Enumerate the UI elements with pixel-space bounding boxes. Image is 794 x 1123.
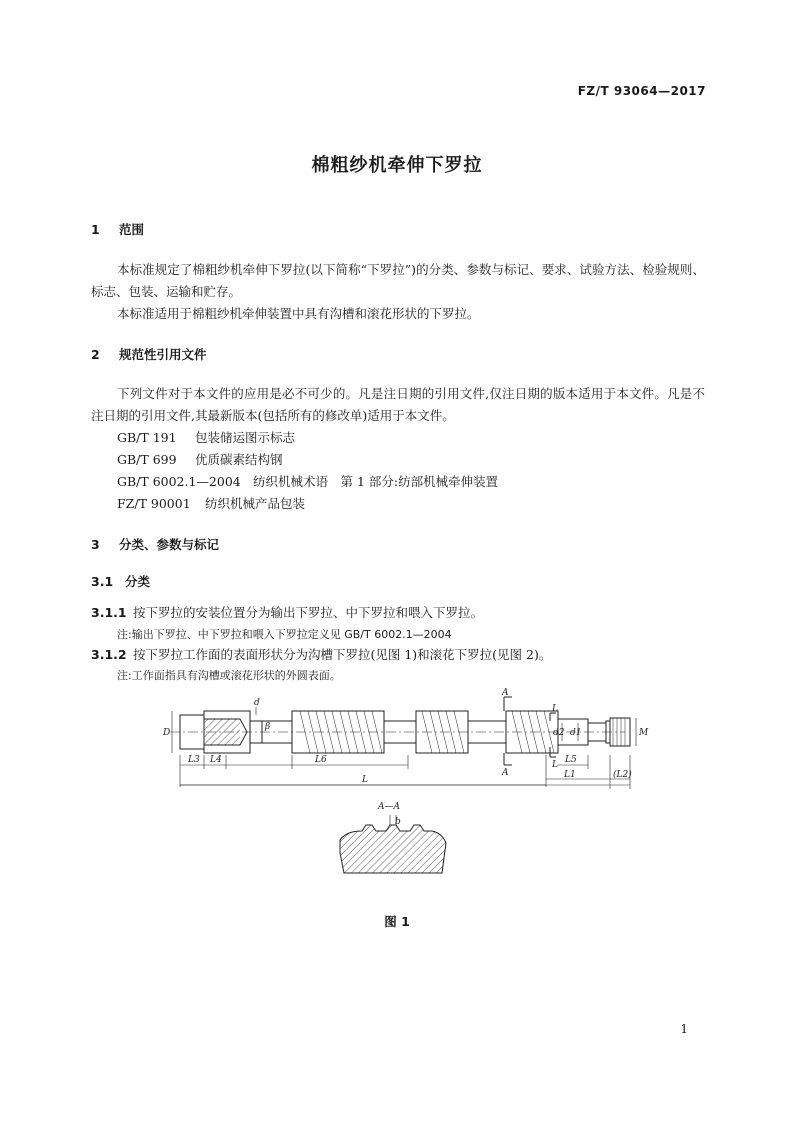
clause-3-1-1 xyxy=(91,603,483,621)
roller-drawing xyxy=(150,685,650,880)
label-L-bottom: L xyxy=(552,760,558,770)
section-number: 3 xyxy=(91,537,100,552)
clause-number: 3.1.2 xyxy=(91,647,127,662)
label-M: M xyxy=(639,728,649,738)
reference-item: GB/T 699 优质碳素结构钢 xyxy=(117,452,283,467)
label-A-top: A xyxy=(502,688,509,698)
label-L1: L1 xyxy=(564,770,576,780)
reference-item: GB/T 6002.1—2004 纺织机械术语 第 1 部分:纺部机械牵伸装置 xyxy=(117,474,499,489)
label-L2: (L2) xyxy=(613,770,632,780)
section-1-body xyxy=(91,259,705,325)
reference-list xyxy=(117,427,498,515)
section-title: 范围 xyxy=(119,222,145,237)
subsection-number: 3.1 xyxy=(91,574,114,589)
label-d2: d2 xyxy=(553,728,565,738)
label-d1: d1 xyxy=(570,728,582,738)
label-L3: L3 xyxy=(188,755,200,765)
paragraph: 本标准规定了棉粗纱机牵伸下罗拉(以下简称“下罗拉”)的分类、参数与标记、要求、试验方法、检验规则、标志、包装、运输和贮存。 xyxy=(91,262,705,299)
paragraph: 下列文件对于本文件的应用是必不可少的。凡是注日期的引用文件,仅注日期的版本适用于本文件。凡是不注日期的引用文件,其最新版本(包括所有的修改单)适用于本文件。 xyxy=(91,386,705,423)
section-2-heading xyxy=(91,345,207,363)
label-d: d xyxy=(254,698,260,708)
label-beta: β xyxy=(265,722,271,732)
standard-number: FZ/T 93064—2017 xyxy=(577,84,706,98)
section-title: 分类、参数与标记 xyxy=(119,537,220,552)
label-section: A—A xyxy=(378,802,400,812)
label-L-top: L xyxy=(552,704,558,714)
label-D: D xyxy=(163,728,171,738)
reference-item: FZ/T 90001 纺织机械产品包装 xyxy=(117,496,306,511)
subsection-title: 分类 xyxy=(125,574,151,589)
section-profile xyxy=(340,825,446,873)
section-3-heading xyxy=(91,535,219,553)
subsection-3-1-heading xyxy=(91,572,150,590)
reference-item: GB/T 191 包装储运图示标志 xyxy=(117,430,296,445)
clause-3-1-2 xyxy=(91,645,551,663)
clause-text: 按下罗拉工作面的表面形状分为沟槽下罗拉(见图 1)和滚花下罗拉(见图 2)。 xyxy=(133,647,552,662)
paragraph: 本标准适用于棉粗纱机牵伸装置中具有沟槽和滚花形状的下罗拉。 xyxy=(117,306,480,321)
note: 注:输出下罗拉、中下罗拉和喂入下罗拉定义见 GB/T 6002.1—2004 xyxy=(117,628,452,641)
clause-number: 3.1.1 xyxy=(91,605,127,620)
clause-text: 按下罗拉的安装位置分为输出下罗拉、中下罗拉和喂入下罗拉。 xyxy=(133,605,484,620)
note: 注:工作面指具有沟槽或滚花形状的外圆表面。 xyxy=(117,669,341,682)
section-title: 规范性引用文件 xyxy=(119,347,207,362)
section-1-heading xyxy=(91,220,144,238)
section-number: 2 xyxy=(91,347,100,362)
label-A-bottom: A xyxy=(502,768,509,778)
label-b: b xyxy=(395,817,401,827)
section-2-body xyxy=(91,383,705,427)
page-title: 棉粗纱机牵伸下罗拉 xyxy=(311,155,483,176)
section-number: 1 xyxy=(91,222,100,237)
label-L6: L6 xyxy=(315,755,327,765)
page-number: 1 xyxy=(680,1022,688,1036)
label-L5: L5 xyxy=(565,755,577,765)
label-L4: L4 xyxy=(210,755,222,765)
figure-caption: 图 1 xyxy=(384,914,410,929)
label-L: L xyxy=(362,775,368,785)
